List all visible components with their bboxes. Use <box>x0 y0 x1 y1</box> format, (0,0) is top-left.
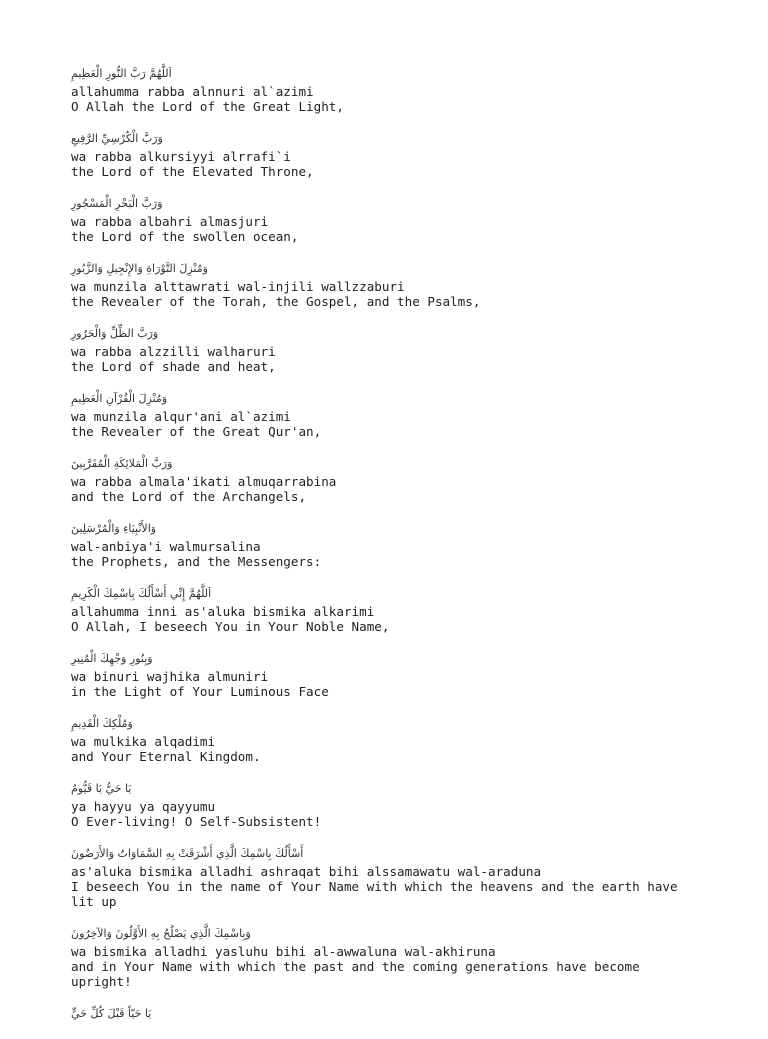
translation-line: and the Lord of the Archangels, <box>71 489 307 504</box>
stanza <box>71 129 711 179</box>
stanza <box>71 779 711 829</box>
translation-line: the Lord of the swollen ocean, <box>71 229 299 244</box>
translation-line: the Revealer of the Torah, the Gospel, and the Psalms, <box>71 294 481 309</box>
arabic-line: وَرَبَّ الْمَلائِكَةِ الْمُقَرَّبِينَ <box>71 457 173 470</box>
arabic-line: اَللَّهُمَّ رَبَّ النُّورِ الْعَظِيمِ <box>71 67 172 80</box>
stanza <box>71 64 711 114</box>
transliteration-line: wa bismika alladhi yasluhu bihi al-awwaluna wal-akhiruna <box>71 944 496 959</box>
stanza <box>71 324 711 374</box>
transliteration-line: wa munzila alqur'ani al`azimi <box>71 409 291 424</box>
transliteration-line: wa binuri wajhika almuniri <box>71 669 269 684</box>
arabic-line: وَمُنْزِلَ الْقُرْآنِ الْعَظِيمِ <box>71 392 168 405</box>
arabic-line: يَا حَيّاً قَبْلَ كُلِّ حَيٍّ <box>71 1007 152 1020</box>
arabic-line: وَرَبَّ الظِّلِّ وَالْحَرُورِ <box>71 327 159 340</box>
stanza <box>71 714 711 764</box>
arabic-line: وَبِاسْمِكَ الَّذِي يَصْلُحُ بِهِ الأَوَّلُونَ وَالآخِرُونَ <box>71 927 251 940</box>
stanza <box>71 194 711 244</box>
stanza <box>71 519 711 569</box>
stanza <box>71 1004 711 1024</box>
translation-line: I beseech You in the name of Your Name with which the heavens and the earth have lit up <box>71 879 678 909</box>
transliteration-line: allahumma inni as'aluka bismika alkarimi <box>71 604 375 619</box>
translation-line: and in Your Name with which the past and the coming generations have become upright! <box>71 959 640 989</box>
arabic-line: يَا حَيُّ يَا قَيُّومُ <box>71 782 132 795</box>
arabic-line: وَمُلْكِكَ الْقَدِيمِ <box>71 717 133 730</box>
transliteration-line: wa mulkika alqadimi <box>71 734 216 749</box>
arabic-line: أَسْأَلُكَ بِاسْمِكَ الَّذِي أَشْرَقَتْ بِهِ السَّمَاوَاتُ وَالأَرَضُونَ <box>71 847 304 860</box>
arabic-line: وَرَبَّ الْبَحْرِ الْمَسْجُورِ <box>71 197 163 210</box>
transliteration-line: wa munzila alttawrati wal-injili wallzzaburi <box>71 279 405 294</box>
transliteration-line: wa rabba alkursiyyi alrrafi`i <box>71 149 291 164</box>
arabic-line: اَللَّهُمَّ إِنِّي أَسْأَلُكَ بِاسْمِكَ الْكَرِيمِ <box>71 587 212 600</box>
translation-line: and Your Eternal Kingdom. <box>71 749 261 764</box>
translation-line: O Ever-living! O Self-Subsistent! <box>71 814 322 829</box>
arabic-line: وَبِنُورِ وَجْهِكَ الْمُنِيرِ <box>71 652 153 665</box>
transliteration-line: ya hayyu ya qayyumu <box>71 799 216 814</box>
transliteration-line: wa rabba albahri almasjuri <box>71 214 269 229</box>
stanza <box>71 844 711 909</box>
transliteration-line: allahumma rabba alnnuri al`azimi <box>71 84 314 99</box>
stanza <box>71 584 711 634</box>
stanza <box>71 389 711 439</box>
translation-line: the Lord of the Elevated Throne, <box>71 164 314 179</box>
translation-line: the Prophets, and the Messengers: <box>71 554 322 569</box>
arabic-line: وَمُنْزِلَ التَّوْرَاةِ وَالإِنْجِيلِ وَالزَّبُورِ <box>71 262 208 275</box>
stanza <box>71 454 711 504</box>
translation-line: O Allah, I beseech You in Your Noble Name, <box>71 619 390 634</box>
transliteration-line: as'aluka bismika alladhi ashraqat bihi alssamawatu wal-araduna <box>71 864 542 879</box>
arabic-line: وَرَبَّ الْكُرْسِيِّ الرَّفِيعِ <box>71 132 163 145</box>
translation-line: the Lord of shade and heat, <box>71 359 276 374</box>
arabic-line: وَالأَنْبِيَاءِ وَالْمُرْسَلِينَ <box>71 522 157 535</box>
transliteration-line: wal-anbiya'i walmursalina <box>71 539 261 554</box>
prayer-document <box>71 64 711 1039</box>
transliteration-line: wa rabba almala'ikati almuqarrabina <box>71 474 337 489</box>
stanza <box>71 259 711 309</box>
transliteration-line: wa rabba alzzilli walharuri <box>71 344 276 359</box>
stanza <box>71 649 711 699</box>
translation-line: the Revealer of the Great Qur'an, <box>71 424 322 439</box>
translation-line: in the Light of Your Luminous Face <box>71 684 329 699</box>
translation-line: O Allah the Lord of the Great Light, <box>71 99 344 114</box>
stanza <box>71 924 711 989</box>
